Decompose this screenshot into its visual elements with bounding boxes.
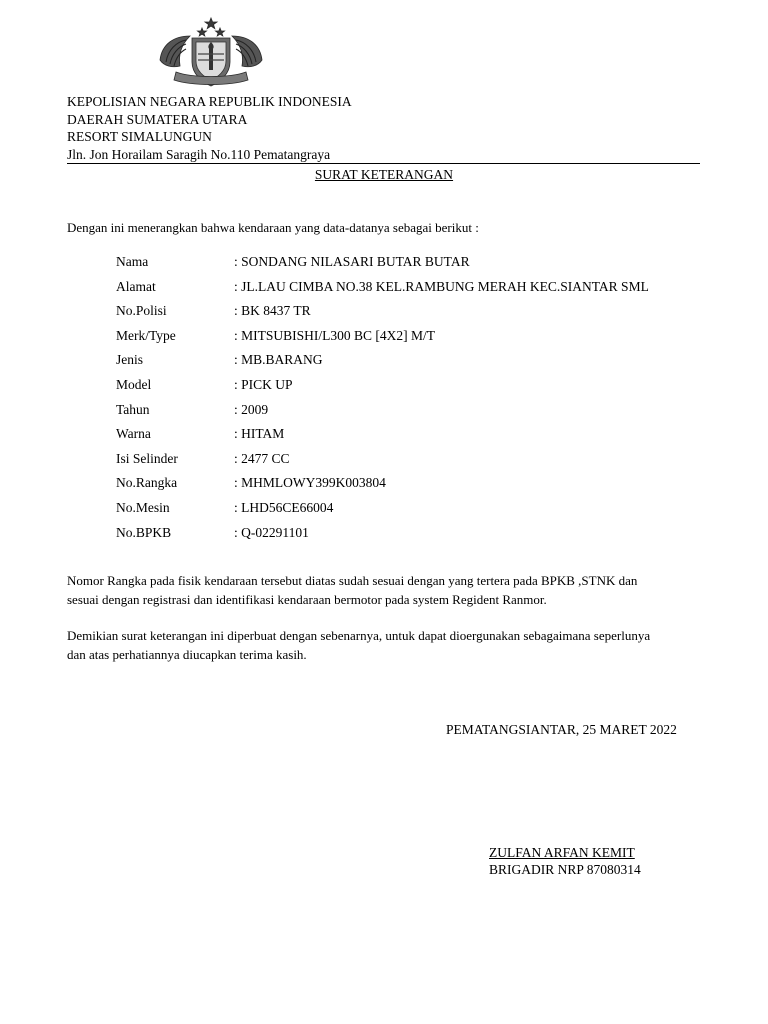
field-row-no-bpkb bbox=[116, 523, 716, 548]
field-label: Nama bbox=[116, 254, 149, 269]
place-date: PEMATANGSIANTAR, 25 MARET 2022 bbox=[446, 722, 677, 737]
field-value: : MB.BARANG bbox=[234, 352, 323, 368]
paragraph-line: Nomor Rangka pada fisik kendaraan tersebut diatas sudah sesuai dengan yang tertera pada BPKB ,STNK dan bbox=[67, 573, 638, 588]
letterhead-line-3: RESORT SIMALUNGUN bbox=[67, 129, 212, 144]
field-row-model bbox=[116, 375, 716, 400]
signer-rank: BRIGADIR NRP 87080314 bbox=[489, 862, 641, 877]
paragraph-line: sesuai dengan registrasi dan identifikasi kendaraan bermotor pada system Regident Ranmor. bbox=[67, 592, 547, 607]
field-row-nama bbox=[116, 252, 716, 277]
field-value: : JL.LAU CIMBA NO.38 KEL.RAMBUNG MERAH KEC.SIANTAR SML bbox=[234, 278, 649, 294]
field-label: Model bbox=[116, 376, 152, 392]
document-title-text: SURAT KETERANGAN bbox=[314, 167, 454, 182]
field-label: Alamat bbox=[116, 278, 156, 294]
letterhead-line-1: KEPOLISIAN NEGARA REPUBLIK INDONESIA bbox=[67, 94, 352, 109]
signature-block bbox=[489, 844, 641, 878]
police-emblem-icon bbox=[152, 14, 270, 90]
field-value: : MITSUBISHI/L300 BC [4X2] M/T bbox=[234, 327, 436, 343]
field-label: Jenis bbox=[116, 352, 143, 368]
field-value: : MHMLOWY399K003804 bbox=[234, 475, 386, 491]
field-row-merk-type bbox=[116, 326, 716, 351]
field-row-alamat bbox=[116, 277, 716, 302]
field-label: Tahun bbox=[116, 401, 150, 417]
field-row-jenis bbox=[116, 350, 716, 375]
field-value: : BK 8437 TR bbox=[234, 303, 311, 319]
verification-paragraph bbox=[67, 571, 707, 609]
field-label: Merk/Type bbox=[116, 327, 176, 343]
field-label: Warna bbox=[116, 426, 151, 442]
document-title bbox=[0, 166, 768, 183]
vehicle-data-list bbox=[116, 252, 716, 547]
field-label: No.Mesin bbox=[116, 499, 170, 515]
field-row-tahun bbox=[116, 400, 716, 425]
field-row-no-polisi bbox=[116, 301, 716, 326]
field-value: : Q-02291101 bbox=[234, 524, 309, 540]
letterhead-divider bbox=[67, 163, 700, 164]
closing-paragraph bbox=[67, 626, 707, 664]
field-label: No.BPKB bbox=[116, 524, 172, 540]
letterhead-line-2: DAERAH SUMATERA UTARA bbox=[67, 111, 248, 127]
field-value: : 2009 bbox=[234, 401, 269, 417]
field-row-isi-selinder bbox=[116, 449, 716, 474]
field-label: No.Rangka bbox=[116, 475, 178, 491]
field-value: : PICK UP bbox=[234, 376, 293, 392]
letterhead-address: Jln. Jon Horailam Saragih No.110 Pematangraya bbox=[67, 146, 331, 162]
intro-text: Dengan ini menerangkan bahwa kendaraan yang data-datanya sebagai berikut : bbox=[67, 220, 479, 235]
paragraph-line: Demikian surat keterangan ini diperbuat dengan sebenarnya, untuk dapat dioergunakan sebagaimana seperlunya bbox=[67, 628, 651, 643]
field-label: Isi Selinder bbox=[116, 450, 178, 466]
field-label: No.Polisi bbox=[116, 303, 167, 319]
field-value: : 2477 CC bbox=[234, 450, 290, 466]
field-value: : HITAM bbox=[234, 426, 285, 442]
signer-name: ZULFAN ARFAN KEMIT bbox=[489, 845, 635, 860]
field-value: : SONDANG NILASARI BUTAR BUTAR bbox=[234, 254, 470, 269]
letterhead bbox=[67, 93, 700, 163]
field-row-warna bbox=[116, 424, 716, 449]
field-row-no-rangka bbox=[116, 473, 716, 498]
field-row-no-mesin bbox=[116, 498, 716, 523]
paragraph-line: dan atas perhatiannya diucapkan terima kasih. bbox=[67, 647, 307, 662]
field-value: : LHD56CE66004 bbox=[234, 499, 334, 515]
